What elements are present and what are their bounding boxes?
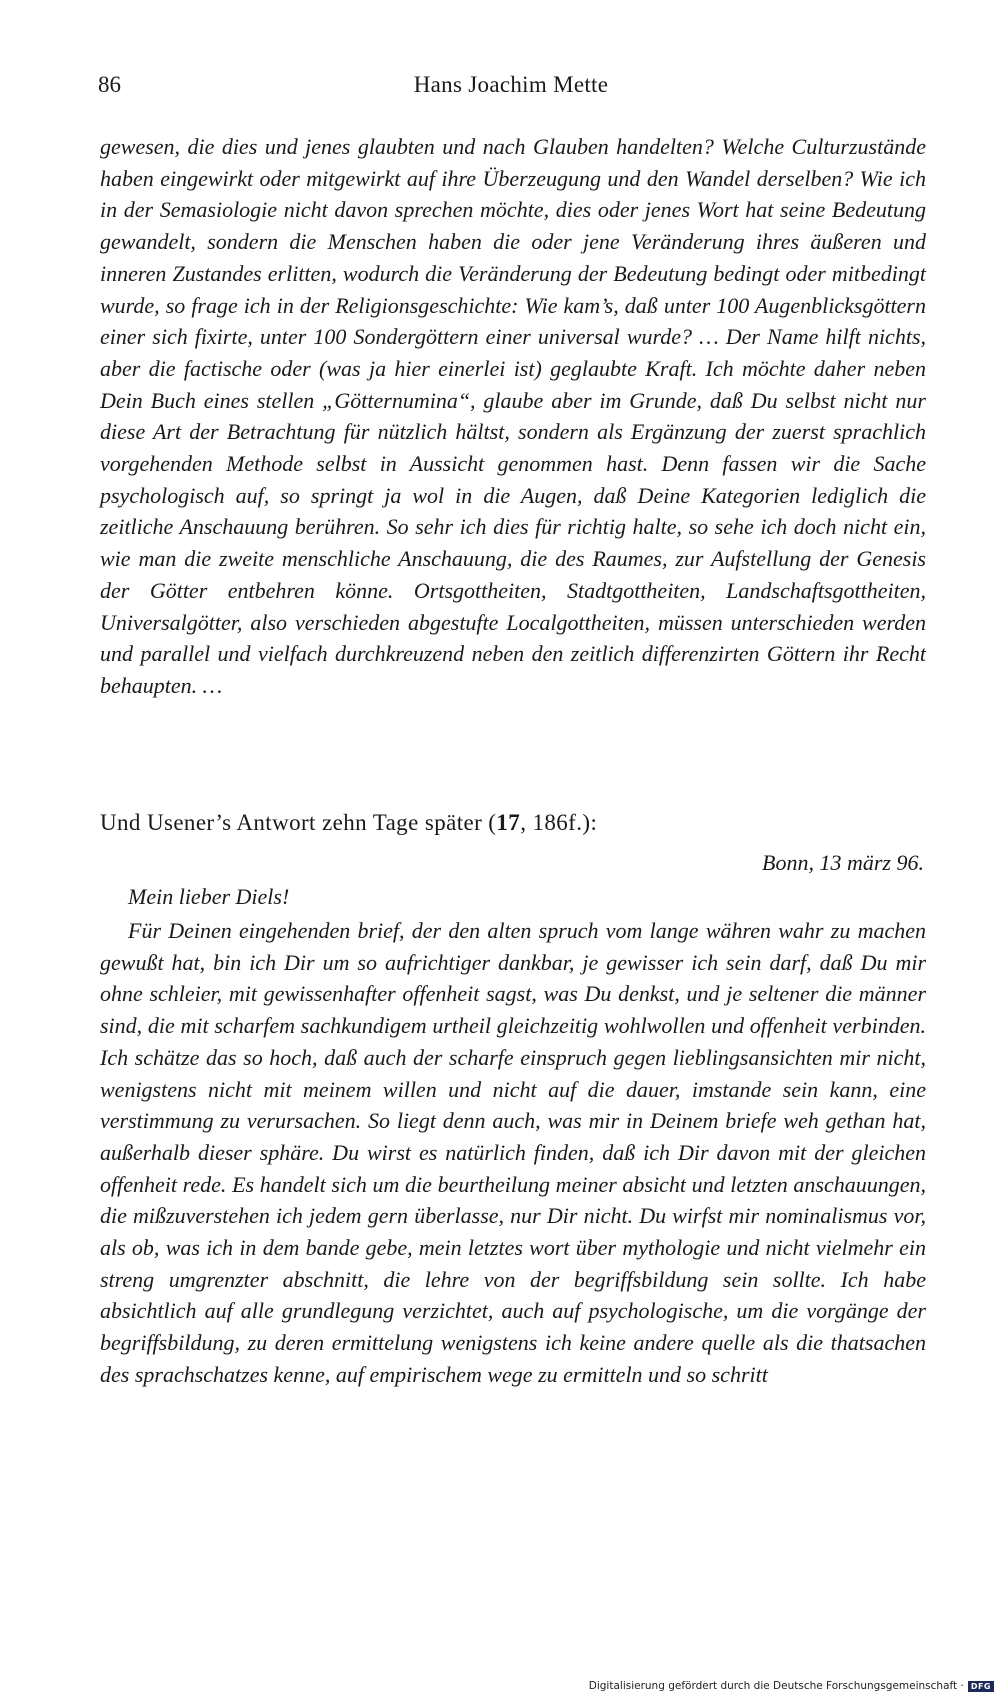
reply-intro	[100, 808, 926, 838]
letter-salutation: Mein lieber Diels!	[128, 884, 290, 909]
letter-excerpt-paragraph: gewesen, die dies und jenes glaubten und nach Glauben handelten? Welche Culturzustände haben eingewirkt oder mitgewirkt auf ihre Überzeugung und den Wandel derselben? Wie ich in der Semasiologie nicht davon sprechen möchte, dies oder jenes Wort hat seine Bedeutung gewandelt, sondern die Menschen haben die oder jene Veränderung ihres äußeren und inneren Zustandes erlitten, wodurch die Veränderung der Bedeutung bedingt oder mitbedingt wurde, so frage ich in der Religionsgeschichte: Wie kam’s, daß unter 100 Augenblicksgöttern einer sich fixirte, unter 100 Sondergöttern einer universal wurde? … Der Name hilft nichts, aber die factische oder (was ja hier einerlei ist) geglaubte Kraft. Ich möchte daher neben Dein Buch eines stellen „Götternumina“, glaube aber im Grunde, daß Du selbst nicht nur diese Art der Betrachtung für nützlich hältst, sondern als Ergänzung der zuerst sprachlich vorgehenden Methode selbst in Aussicht genommen hast. Denn fassen wir die Sache psychologisch auf, so springt ja wol in die Augen, daß Deine Kategorien lediglich die zeitliche Anschauung berühren. So sehr ich dies für richtig halte, so sehe ich doch nicht ein, wie man die zweite menschliche Anschauung, die des Raumes, zur Aufstellung der Genesis der Götter entbehren könne. Ortsgottheiten, Stadtgottheiten, Landschaftsgottheiten, Universalgötter, also verschieden abgestufte Localgottheiten, müssen unterschieden werden und parallel und vielfach durchkreuzend neben den zeitlich differenzirten Göttern ihr Recht behaupten. …	[100, 134, 926, 698]
digitization-footer	[589, 1680, 994, 1692]
reply-intro-text: Und Usener’s Antwort zehn Tage später (	[100, 810, 497, 835]
letter-dateline: Bonn, 13 märz 96.	[762, 850, 924, 875]
page-header	[98, 72, 924, 102]
reply-intro-pages: , 186f.):	[520, 810, 598, 835]
page-number: 86	[98, 72, 121, 97]
funding-note: Digitalisierung gefördert durch die Deutsche Forschungsgemeinschaft ·	[588, 1680, 964, 1692]
dfg-logo: DFG	[968, 1681, 994, 1692]
running-head: Hans Joachim Mette	[413, 72, 609, 97]
letter-body-paragraph: Für Deinen eingehenden brief, der den alten spruch vom lange währen wahr zu machen gewußt hat, bin ich Dir um so aufrichtiger dankbar, je gewisser ich sein darf, daß Du mir ohne schleier, mit gewissenhafter offenheit sagst, was Du denkst, und je seltener die männer sind, die mit scharfem sachkundigem urtheil gleichzeitig wohlwollen und offenheit verbinden. Ich schätze das so hoch, daß auch der scharfe einspruch gegen lieblingsansichten mir nicht, wenigstens nicht mit meinem willen und nicht auf die dauer, imstande sein kann, eine verstimmung zu verursachen. So liegt denn auch, was mir in Deinem briefe weh gethan hat, außerhalb dieser sphäre. Du wirst es natürlich finden, daß ich Dir davon mit der gleichen offenheit rede. Es handelt sich um die beurtheilung meiner absicht und letzten anschauungen, die mißzuverstehen ich jedem gern überlasse, nur Dir nicht. Du wirfst mir nominalismus vor, als ob, was ich in dem bande gebe, mein letztes wort über mythologie und nicht vielmehr ein streng umgrenzter abschnitt, die lehre von der begriffsbildung sein sollte. Ich habe absichtlich auf alle grundlegung verzichtet, auch auf psychologische, um die vorgänge der begriffsbildung, zu deren ermittelung wenigstens ich keine andere quelle als die thatsachen des sprachschatzes kenne, auf empirischem wege zu ermitteln und so schritt	[100, 918, 926, 1387]
volume-reference: 17	[496, 810, 521, 835]
